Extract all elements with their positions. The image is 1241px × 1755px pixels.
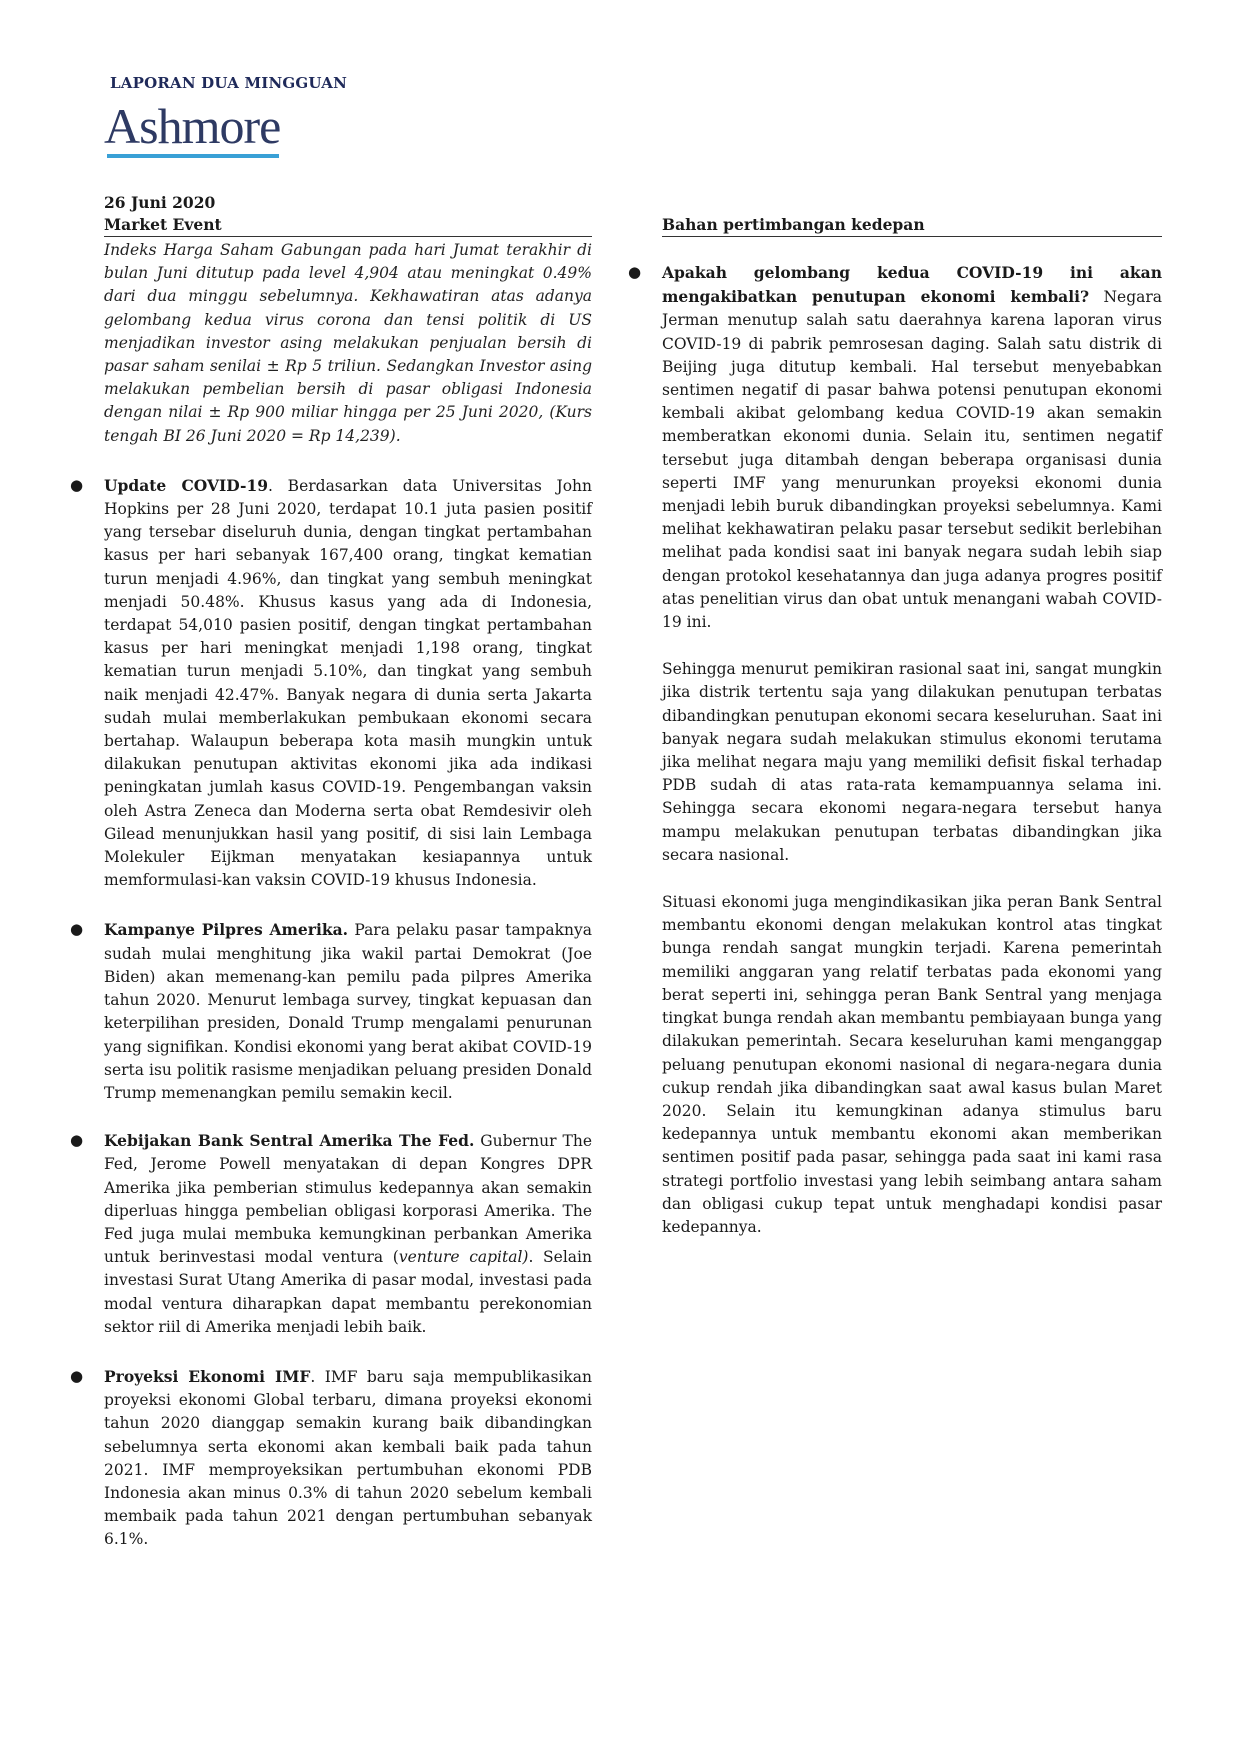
ashmore-logo: Ashmore (104, 98, 281, 154)
bullet-text: Para pelaku pasar tampaknya sudah mulai menghitung jika wakil partai Demokrat (Joe Biden) akan memenang-kan pemilu pada pilpres Amerika tahun 2020. Menurut lembaga survey, tingkat kepuasan dan keterpilihan presiden, Donald Trump mengalami penurunan yang signifikan. Kondisi ekonomi yang berat akibat COVID-19 serta isu politik rasisme menjadikan peluang presiden Donald Trump memenangkan pemilu semakin kecil. (104, 921, 592, 1102)
bullet-text: . Selain investasi Surat Utang Amerika di pasar modal, investasi pada modal ventura diharapkan dapat membantu perekonomian sektor riil di Amerika menjadi lebih baik. (104, 1248, 592, 1336)
bullet-title: Proyeksi Ekonomi IMF (104, 1366, 311, 1386)
bullet-title: Kebijakan Bank Sentral Amerika The Fed. (104, 1131, 475, 1151)
market-event-list (70, 474, 593, 1552)
bullet-dot-icon: ● (70, 920, 84, 939)
bullet-title: Update COVID-19 (104, 475, 269, 495)
section-title-market-event: Market Event (104, 214, 592, 237)
report-type-label: LAPORAN DUA MINGGUAN (110, 74, 347, 92)
list-item-imf-projection (70, 1365, 592, 1552)
market-summary-paragraph: Indeks Harga Saham Gabungan pada hari Jumat terakhir di bulan Juni ditutup pada level 4,904 atau meningkat 0.49% dari dua minggu sebelumnya. Kekhawatiran atas adanya gelombang kedua virus corona dan tensi politik di US menjadikan investor asing melakukan penjualan bersih di pasar saham senilai ± Rp 5 triliun. Sedangkan Investor asing melakukan pembelian bersih di pasar obligasi Indonesia dengan nilai ± Rp 900 miliar hingga per 25 Juni 2020, (Kurs tengah BI 26 Juni 2020 = Rp 14,239). (104, 241, 592, 445)
list-item-covid-update (70, 474, 593, 893)
bullet-dot-icon: ● (70, 475, 84, 494)
bullet-dot-icon: ● (70, 1366, 84, 1385)
bullet-title: Kampanye Pilpres Amerika. (104, 920, 349, 940)
bullet-text: . Berdasarkan data Universitas John Hopkins per 28 Juni 2020, terdapat 10.1 juta pasien positif yang tersebar diseluruh dunia, dengan tingkat pertambahan kasus per hari sebanyak 167,400 orang, tingkat kematian turun menjadi 4.96%, dan tingkat yang sembuh meningkat menjadi 50.48%. Khusus kasus yang ada di Indonesia, terdapat 54,010 pasien positif, dengan tingkat pertambahan kasus per hari meningkat menjadi 1,198 orang, tingkat kematian turun menjadi 5.10%, dan tingkat yang sembuh naik menjadi 42.47%. Banyak negara di dunia serta Jakarta sudah mulai memberlakukan pembukaan ekonomi secara bertahap. Walaupun beberapa kota masih mungkin untuk dilakukan penutupan aktivitas ekonomi jika ada indikasi peningkatan jumlah kasus COVID-19. Pengembangan vaksin oleh Astra Zeneca dan Moderna serta obat Remdesivir oleh Gilead menunjukkan hasil yang positif, di sisi lain Lembaga Molekuler Eijkman menyatakan kesiapannya untuk memformulasi-kan vaksin COVID-19 khusus Indonesia. (104, 476, 593, 890)
bullet-italic-term: venture capital) (398, 1248, 529, 1267)
logo-underline (107, 154, 279, 158)
list-item-second-wave (628, 261, 1163, 634)
list-item-the-fed (70, 1129, 592, 1339)
bullet-dot-icon: ● (628, 263, 642, 281)
report-date: 26 Juni 2020 (104, 193, 216, 212)
outlook-list (628, 261, 1163, 634)
bullet-text: . IMF baru saja mempublikasikan proyeksi ekonomi Global terbaru, dimana proyeksi ekonomi tahun 2020 dianggap semakin kurang baik dibandingkan sebelumnya serta ekonomi akan kembali baik pada tahun 2021. IMF memproyeksikan pertumbuhan ekonomi PDB Indonesia akan minus 0.3% di tahun 2020 sebelum kembali membaik pada tahun 2021 dengan pertumbuhan sebanyak 6.1%. (104, 1367, 592, 1549)
bullet-title: Apakah gelombang kedua COVID-19 ini akan mengakibatkan penutupan ekonomi kembali? (662, 263, 1162, 307)
bullet-text: Negara Jerman menutup salah satu daerahnya karena laporan virus COVID-19 di pabrik pemrosesan daging. Salah satu distrik di Beijing juga ditutup kembali. Hal tersebut menyebabkan sentimen negatif di pasar bahwa potensi penutupan ekonomi kembali akibat gelombang kedua COVID-19 akan semakin memberatkan ekonomi dunia. Selain itu, sentimen negatif tersebut juga ditambah dengan beberapa organisasi dunia seperti IMF yang menurunkan proyeksi ekonomi dunia menjadi lebih buruk dibandingkan proyeksi sebelumnya. Kami melihat kekhawatiran pelaku pasar tersebut sedikit berlebihan melihat pada kondisi saat ini banyak negara sudah lebih siap dengan protokol kesehatannya dan juga adanya progres positif atas penelitian virus dan obat untuk menangani wabah COVID-19 ini. (662, 288, 1163, 632)
outlook-paragraph-2: Situasi ekonomi juga mengindikasikan jika peran Bank Sentral membantu ekonomi dengan melakukan kontrol atas tingkat bunga rendah sangat mungkin terjadi. Karena pemerintah memiliki anggaran yang relatif terbatas pada ekonomi yang berat seperti ini, sehingga peran Bank Sentral yang menjaga tingkat bunga rendah akan membantu pembiayaan bunga yang dilakukan pemerintah. Secara keseluruhan kami menganggap peluang penutupan ekonomi nasional di negara-negara dunia cukup rendah jika dibandingkan saat awal kasus bulan Maret 2020. Selain itu kemungkinan adanya stimulus baru kedepannya untuk membantu ekonomi akan memberikan sentimen positif pada pasar, sehingga pada saat ini kami rasa strategi portfolio investasi yang lebih seimbang antara saham dan obligasi cukup tepat untuk menghadapi kondisi pasar kedepannya. (662, 893, 1162, 1236)
bullet-dot-icon: ● (70, 1131, 84, 1150)
list-item-pilpres-amerika (70, 918, 592, 1105)
outlook-paragraph-1: Sehingga menurut pemikiran rasional saat ini, sangat mungkin jika distrik tertentu saja yang dilakukan penutupan terbatas dibandingkan penutupan ekonomi secara keseluruhan. Saat ini banyak negara sudah melakukan stimulus ekonomi terutama jika melihat negara maju yang memiliki defisit fiskal terhadap PDB sudah di atas rata-rata kemampuannya selama ini. Sehingga secara ekonomi negara-negara tersebut hanya mampu melakukan penutupan terbatas dibandingkan jika secara nasional. (662, 660, 1162, 864)
bullet-text: Gubernur The Fed, Jerome Powell menyatakan di depan Kongres DPR Amerika jika pemberian stimulus kedepannya akan semakin diperluas hingga pembelian obligasi korporasi Amerika. The Fed juga mulai membuka kemungkinan perbankan Amerika untuk berinvestasi modal ventura ( (104, 1132, 592, 1267)
section-title-outlook: Bahan pertimbangan kedepan (662, 214, 1162, 237)
left-column (70, 192, 593, 1552)
right-column (628, 214, 1163, 1239)
